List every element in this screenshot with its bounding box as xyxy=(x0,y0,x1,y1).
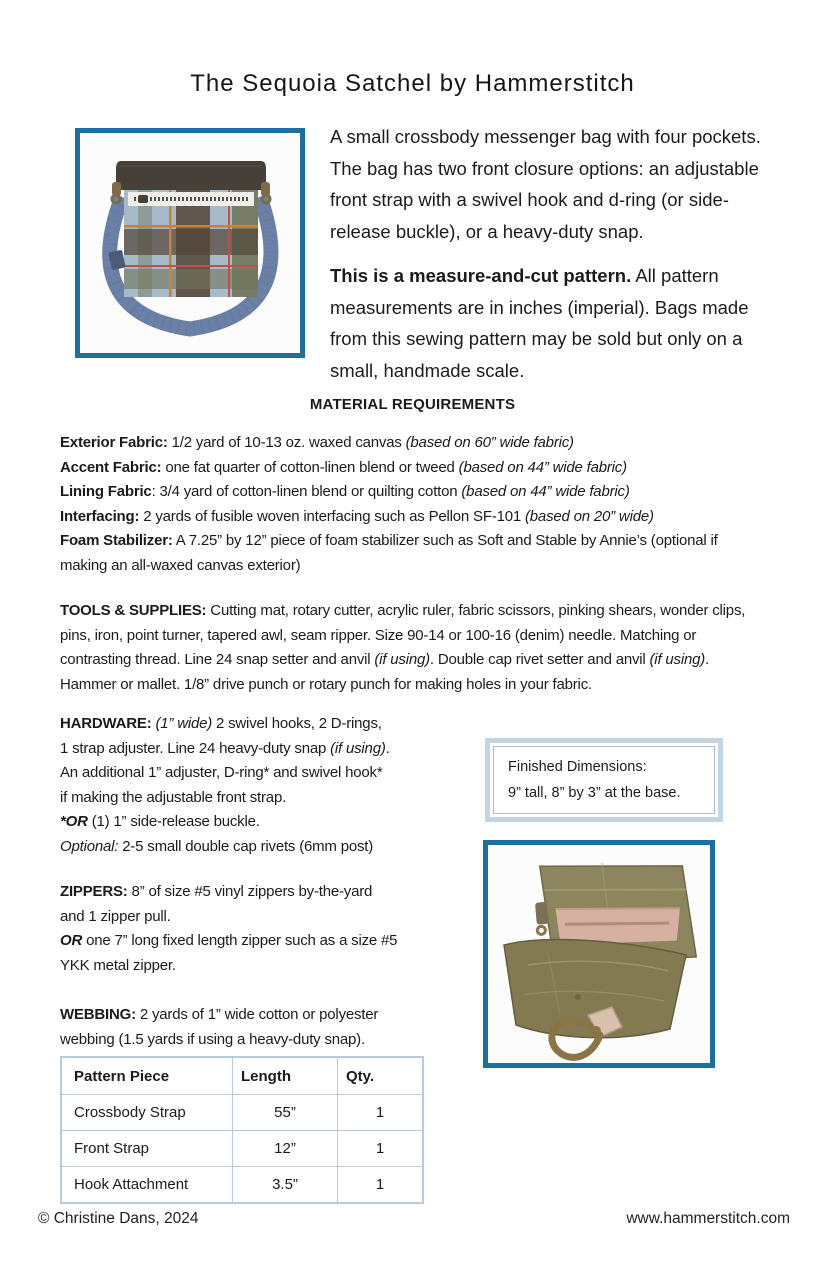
optional-label: Optional: xyxy=(60,837,119,855)
cell-qty: 1 xyxy=(338,1095,424,1131)
field-label: Interfacing: xyxy=(60,507,140,525)
table-row xyxy=(61,1167,423,1204)
table-header-row xyxy=(61,1057,423,1095)
zippers-line2: and 1 zipper pull. xyxy=(60,907,171,925)
hardware-section xyxy=(60,712,490,859)
intro-p2-line3: from this sewing pattern may be sold but only on a xyxy=(330,328,743,349)
hardware-optional-rivets xyxy=(60,835,490,860)
pattern-pieces-table xyxy=(60,1056,424,1204)
materials-foam-stabilizer-cont xyxy=(60,554,805,579)
materials-accent-fabric xyxy=(60,456,805,481)
zippers-line4: YKK metal zipper. xyxy=(60,956,176,974)
italic-note: (based on 20” wide) xyxy=(525,507,654,525)
italic-note: (if using) xyxy=(374,651,430,668)
intro-paragraph-1 xyxy=(330,121,805,247)
italic-note: (1” wide) xyxy=(155,715,213,732)
text-run: . Double cap rivet setter and anvil xyxy=(429,651,650,668)
cell-length: 3.5” xyxy=(233,1167,338,1204)
italic-note: (based on 44” wide fabric) xyxy=(461,483,630,500)
text-run: 2-5 small double cap rivets (6mm post) xyxy=(118,837,374,855)
cell-length: 12” xyxy=(233,1131,338,1167)
field-label: Foam Stabilizer: xyxy=(60,532,173,549)
hardware-line4: if making the adjustable front strap. xyxy=(60,788,287,806)
text-run: 1/2 yard of 10-13 oz. waxed canvas xyxy=(167,434,406,451)
text-run: contrasting thread. Line 24 snap setter and anvil xyxy=(60,651,375,668)
hardware-line2 xyxy=(60,737,490,762)
header-qty: Qty. xyxy=(338,1057,424,1095)
page-title: The Sequoia Satchel by Hammerstitch xyxy=(190,70,635,97)
text-run: 2 swivel hooks, 2 D-rings, xyxy=(212,715,382,732)
header-pattern-piece: Pattern Piece xyxy=(61,1057,233,1095)
section-label: TOOLS & SUPPLIES: xyxy=(60,602,207,619)
materials-section xyxy=(60,431,805,578)
hardware-line3: An additional 1” adjuster, D-ring* and swivel hook* xyxy=(60,764,383,781)
text-run: one fat quarter of cotton-linen blend or tweed xyxy=(161,458,459,476)
intro-p1-line2: The bag has two front closure options: an adjustable xyxy=(330,157,759,179)
section-label: HARDWARE: xyxy=(60,715,156,732)
material-requirements-heading: MATERIAL REQUIREMENTS xyxy=(309,396,516,413)
open-bag-illustration xyxy=(488,845,710,1063)
text-run: . xyxy=(705,651,710,668)
italic-note: (if using) xyxy=(330,739,386,757)
intro-p1-line4: release buckle), or a heavy-duty snap. xyxy=(330,220,644,242)
materials-exterior-fabric xyxy=(60,431,805,456)
table-row xyxy=(61,1095,423,1131)
text-run: A 7.25” by 12” piece of foam stabilizer such as Soft and Stable by Annie’s (optional if xyxy=(172,532,718,549)
zippers-line1 xyxy=(60,880,490,905)
copyright-text: © Christine Dans, 2024 xyxy=(38,1210,199,1227)
webbing-line1 xyxy=(60,1003,490,1028)
italic-note: (based on 44” wide fabric) xyxy=(458,458,627,476)
or-label: *OR xyxy=(60,813,88,830)
intro-paragraph-2 xyxy=(330,260,805,386)
tools-line2: pins, iron, point turner, tapered awl, seam ripper. Size 90-14 or 100-16 (denim) needle. Matching or xyxy=(60,626,697,644)
intro-p1-line3: front strap with a swivel hook and d-ring (or side- xyxy=(330,189,729,210)
tools-line4: Hammer or mallet. 1/8” drive punch or rotary punch for making holes in your fabric. xyxy=(60,675,592,693)
finished-dimensions-inner xyxy=(493,746,715,814)
zippers-or-option xyxy=(60,929,490,954)
zippers-section xyxy=(60,880,490,978)
text-run: . xyxy=(385,739,390,757)
cell-qty: 1 xyxy=(338,1131,424,1167)
cell-length: 55” xyxy=(233,1095,338,1131)
intro-p2-line2: measurements are in inches (imperial). Bags made xyxy=(330,296,749,318)
bag-front-photo xyxy=(75,128,305,358)
webbing-line2: webbing (1.5 yards if using a heavy-duty snap). xyxy=(60,1030,365,1048)
or-label: OR xyxy=(60,932,83,949)
finished-dimensions-line2: 9” tall, 8” by 3” at the base. xyxy=(508,785,681,801)
text-run: All pattern xyxy=(631,265,719,286)
text-run: making an all-waxed canvas exterior) xyxy=(60,556,301,574)
hardware-or-option xyxy=(60,810,490,835)
cell-piece: Hook Attachment xyxy=(61,1167,233,1204)
cell-piece: Front Strap xyxy=(61,1131,233,1167)
tools-line3 xyxy=(60,648,810,673)
intro-section xyxy=(330,121,805,386)
section-label: ZIPPERS: xyxy=(60,883,128,900)
intro-p1-line1: A small crossbody messenger bag with four pockets. xyxy=(330,126,761,147)
pattern-pieces-table-grid xyxy=(60,1056,424,1204)
text-run: Cutting mat, rotary cutter, acrylic ruler, fabric scissors, pinking shears, wonder clips, xyxy=(206,602,746,619)
website-text: www.hammerstitch.com xyxy=(626,1210,790,1227)
text-run: one 7” long fixed length zipper such as a size #5 xyxy=(82,932,398,949)
italic-note: (if using) xyxy=(649,651,706,668)
header-length: Length xyxy=(233,1057,338,1095)
materials-lining-fabric xyxy=(60,480,805,505)
text-run: (1) 1” side-release buckle. xyxy=(87,813,260,830)
text-run: 8” of size #5 vinyl zippers by-the-yard xyxy=(127,883,373,900)
bag-open-photo xyxy=(483,840,715,1068)
section-label: WEBBING: xyxy=(60,1006,136,1023)
intro-p2-line4: small, handmade scale. xyxy=(330,359,525,381)
finished-dimensions-box xyxy=(485,738,723,822)
field-label: Lining Fabric xyxy=(60,483,152,500)
cell-qty: 1 xyxy=(338,1167,424,1204)
tools-supplies-section xyxy=(60,599,810,697)
tartan-bag-illustration xyxy=(80,133,300,353)
text-run: 1 strap adjuster. Line 24 heavy-duty snap xyxy=(60,739,331,757)
materials-interfacing xyxy=(60,505,805,530)
table-row xyxy=(61,1131,423,1167)
webbing-section xyxy=(60,1003,490,1052)
tools-line1 xyxy=(60,599,810,624)
text-run: : 3/4 yard of cotton-linen blend or quilting cotton xyxy=(151,483,462,500)
italic-note: (based on 60” wide fabric) xyxy=(405,434,574,451)
finished-dimensions-line1: Finished Dimensions: xyxy=(508,759,647,775)
materials-foam-stabilizer xyxy=(60,529,805,554)
text-run: 2 yards of 1” wide cotton or polyester xyxy=(135,1006,379,1023)
cell-piece: Crossbody Strap xyxy=(61,1095,233,1131)
field-label: Exterior Fabric: xyxy=(60,434,168,451)
text-run: 2 yards of fusible woven interfacing such as Pellon SF-101 xyxy=(139,507,525,525)
field-label: Accent Fabric: xyxy=(60,458,162,476)
intro-p2-line1 xyxy=(330,260,805,292)
hardware-line1 xyxy=(60,712,490,737)
bold-lead-text: This is a measure-and-cut pattern. xyxy=(330,265,632,286)
